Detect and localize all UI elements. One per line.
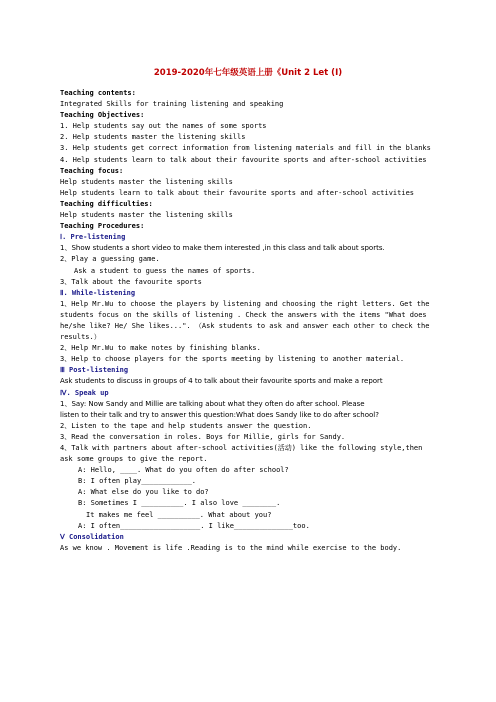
section-post-listening: Ⅲ Post-listening xyxy=(60,366,129,375)
dialogue-line: B: I often play____________. xyxy=(78,477,197,486)
paragraph-line: Ask students to discuss in groups of 4 to talk about their favourite sports and make a report xyxy=(60,377,383,386)
procedure-step: 1、Show students a short video to make them interested ,in this class and talk about sports. xyxy=(60,244,385,253)
procedure-step: 1、Help Mr.Wu to choose the players by listening and choosing the right letters. Get the xyxy=(60,299,430,308)
procedure-step: 2、Help Mr.Wu to make notes by finishing blanks. xyxy=(60,344,261,353)
dialogue-line: A: What else do you like to do? xyxy=(78,488,209,497)
paragraph-line: he/she like? He/ She likes...". （Ask students to ask and answer each other to check the xyxy=(60,321,430,330)
procedure-substep: Ask a student to guess the names of sports. xyxy=(74,266,256,275)
section-speak-up: Ⅳ. Speak up xyxy=(60,388,109,397)
objective-item: 2. Help students master the listening skills xyxy=(60,133,246,142)
paragraph-line: ask some groups to give the report. xyxy=(60,455,208,464)
paragraph-line: Help students learn to talk about their favourite sports and after-school activities xyxy=(60,188,415,197)
procedure-step: 3、Help to choose players for the sports meeting by listening to another material. xyxy=(60,355,405,364)
paragraph-line: As we know . Movement is life .Reading is to the mind while exercise to the body. xyxy=(60,543,402,552)
dialogue-line: A: I often___________________. I like______________too. xyxy=(78,521,310,530)
procedure-step: 3、Talk about the favourite sports xyxy=(60,277,202,286)
dialogue-line: A: Hello, ____. What do you often do after school? xyxy=(78,466,289,475)
objective-item: 1. Help students say out the names of some sports xyxy=(60,122,267,131)
objective-item: 4. Help students learn to talk about their favourite sports and after-school activities xyxy=(60,155,427,164)
section-pre-listening: Ⅰ. Pre-listening xyxy=(60,233,126,242)
procedure-step: 2、Listen to the tape and help students answer the question. xyxy=(60,421,312,430)
paragraph-line: students focus on the skills of listening . Check the answers with the items "What does xyxy=(60,310,427,319)
heading-teaching-procedures: Teaching Procedures: xyxy=(60,222,145,231)
procedure-step: 2、Play a guessing game. xyxy=(60,255,160,264)
paragraph-line: Help students master the listening skills xyxy=(60,177,233,186)
procedure-step: 1、Say: Now Sandy and Millie are talking about what they often do after school. Please xyxy=(60,399,365,408)
objective-item: 3. Help students get correct information from listening materials and fill in the blanks xyxy=(60,144,431,153)
document-body xyxy=(60,88,440,554)
document-title: 2019-2020年七年级英语上册《Unit 2 Let (I) xyxy=(153,68,343,78)
heading-teaching-difficulties: Teaching difficulties: xyxy=(60,199,153,208)
paragraph-line: results.） xyxy=(60,333,101,342)
section-consolidation: Ⅴ Consolidation xyxy=(60,532,124,541)
heading-teaching-focus: Teaching focus: xyxy=(60,166,124,175)
paragraph-line: Help students master the listening skills xyxy=(60,211,233,220)
heading-teaching-objectives: Teaching Objectives: xyxy=(60,111,145,120)
dialogue-line: B: Sometimes I __________. I also love ________. xyxy=(78,499,281,508)
dialogue-line: It makes me feel __________. What about you? xyxy=(86,510,272,519)
section-while-listening: Ⅱ. While-listening xyxy=(60,288,136,297)
paragraph-line: Integrated Skills for training listening and speaking xyxy=(60,100,284,109)
heading-teaching-contents: Teaching contents: xyxy=(60,89,136,97)
procedure-step: 3、Read the conversation in roles. Boys for Millie, girls for Sandy. xyxy=(60,432,346,441)
paragraph-line: listen to their talk and try to answer this question:What does Sandy like to do after school? xyxy=(60,410,379,419)
procedure-step: 4、Talk with partners about after-school activities(活动) like the following style,then xyxy=(60,444,423,452)
